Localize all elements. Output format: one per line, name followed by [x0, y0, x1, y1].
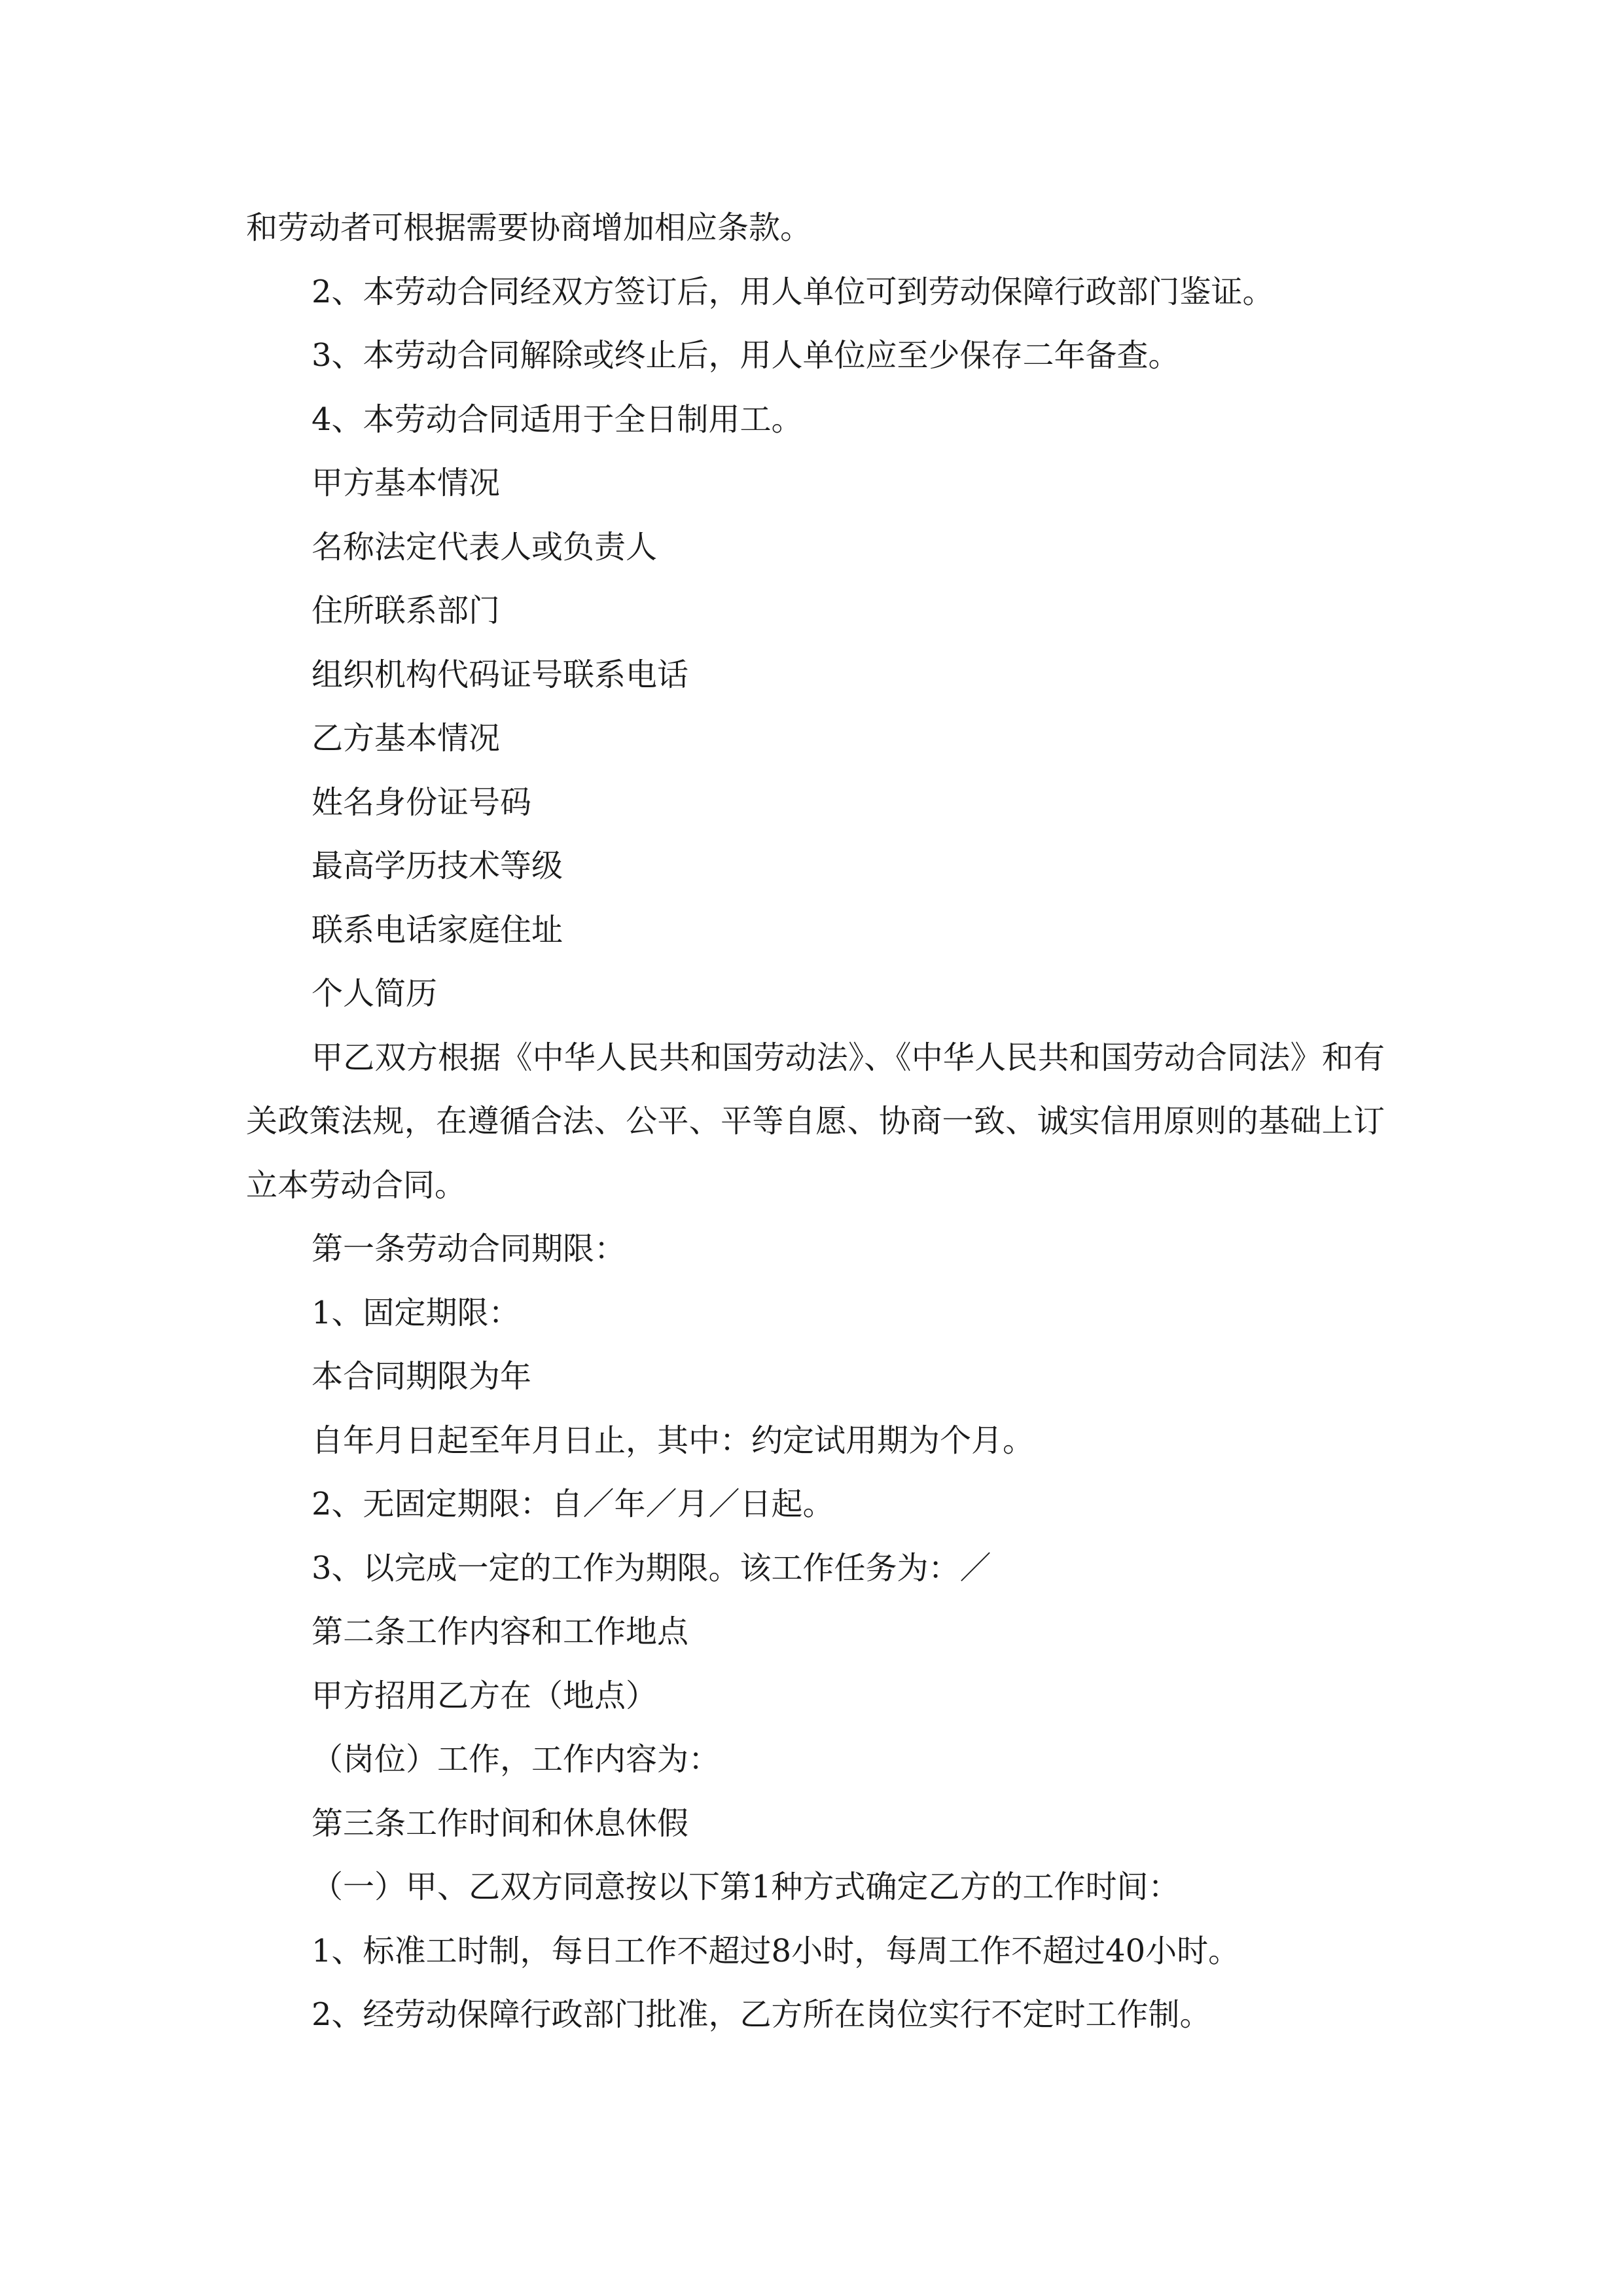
text-line: 联系电话家庭住址	[312, 911, 563, 948]
text-line: 组织机构代码证号联系电话	[312, 656, 689, 693]
article-heading: 第一条劳动合同期限：	[312, 1230, 626, 1267]
text-line: 最高学历技术等级	[312, 848, 563, 884]
article-heading: 第二条工作内容和工作地点	[312, 1613, 689, 1650]
text-line: 本合同期限为年	[312, 1358, 532, 1395]
text-line: 2、无固定期限：自／年／月／日起。	[312, 1486, 834, 1522]
text-line: 2、本劳动合同经双方签订后，用人单位可到劳动保障行政部门鉴证。	[312, 273, 1274, 310]
text-line: 住所联系部门	[312, 592, 501, 629]
text-line: 1、标准工时制，每日工作不超过8小时，每周工作不超过40小时。	[312, 1932, 1240, 1969]
text-line: 3、以完成一定的工作为期限。该工作任务为：／	[312, 1549, 991, 1587]
text-line: 自年月日起至年月日止，其中：约定试用期为个月。	[312, 1422, 1035, 1459]
document-body	[246, 196, 1385, 2047]
text-line: 甲方招用乙方在（地点）	[312, 1677, 658, 1714]
text-line: 和劳动者可根据需要协商增加相应条款。	[246, 209, 812, 246]
text-line: 3、本劳动合同解除或终止后，用人单位应至少保存二年备查。	[312, 337, 1180, 374]
text-line: （一）甲、乙双方同意按以下第1种方式确定乙方的工作时间：	[312, 1869, 1180, 1905]
text-line: 名称法定代表人或负责人	[312, 528, 658, 565]
section-heading: 甲方基本情况	[312, 465, 501, 501]
text-line: 4、本劳动合同适用于全日制用工。	[312, 401, 803, 438]
preamble-paragraph: 甲乙双方根据《中华人民共和国劳动法》、《中华人民共和国劳动合同法》和有关政策法规，在遵循合法、公平、平等自愿、协商一致、诚实信用原则的基础上订立本劳动合同。	[246, 1039, 1385, 1204]
article-heading: 第三条工作时间和休息休假	[312, 1804, 689, 1842]
section-heading: 乙方基本情况	[312, 720, 501, 757]
text-line: 1、固定期限：	[312, 1294, 520, 1331]
text-line: （岗位）工作，工作内容为：	[312, 1741, 721, 1778]
text-line: 姓名身份证号码	[312, 783, 532, 821]
text-line: 个人简历	[312, 975, 438, 1012]
text-line: 2、经劳动保障行政部门批准，乙方所在岗位实行不定时工作制。	[312, 1996, 1211, 2033]
